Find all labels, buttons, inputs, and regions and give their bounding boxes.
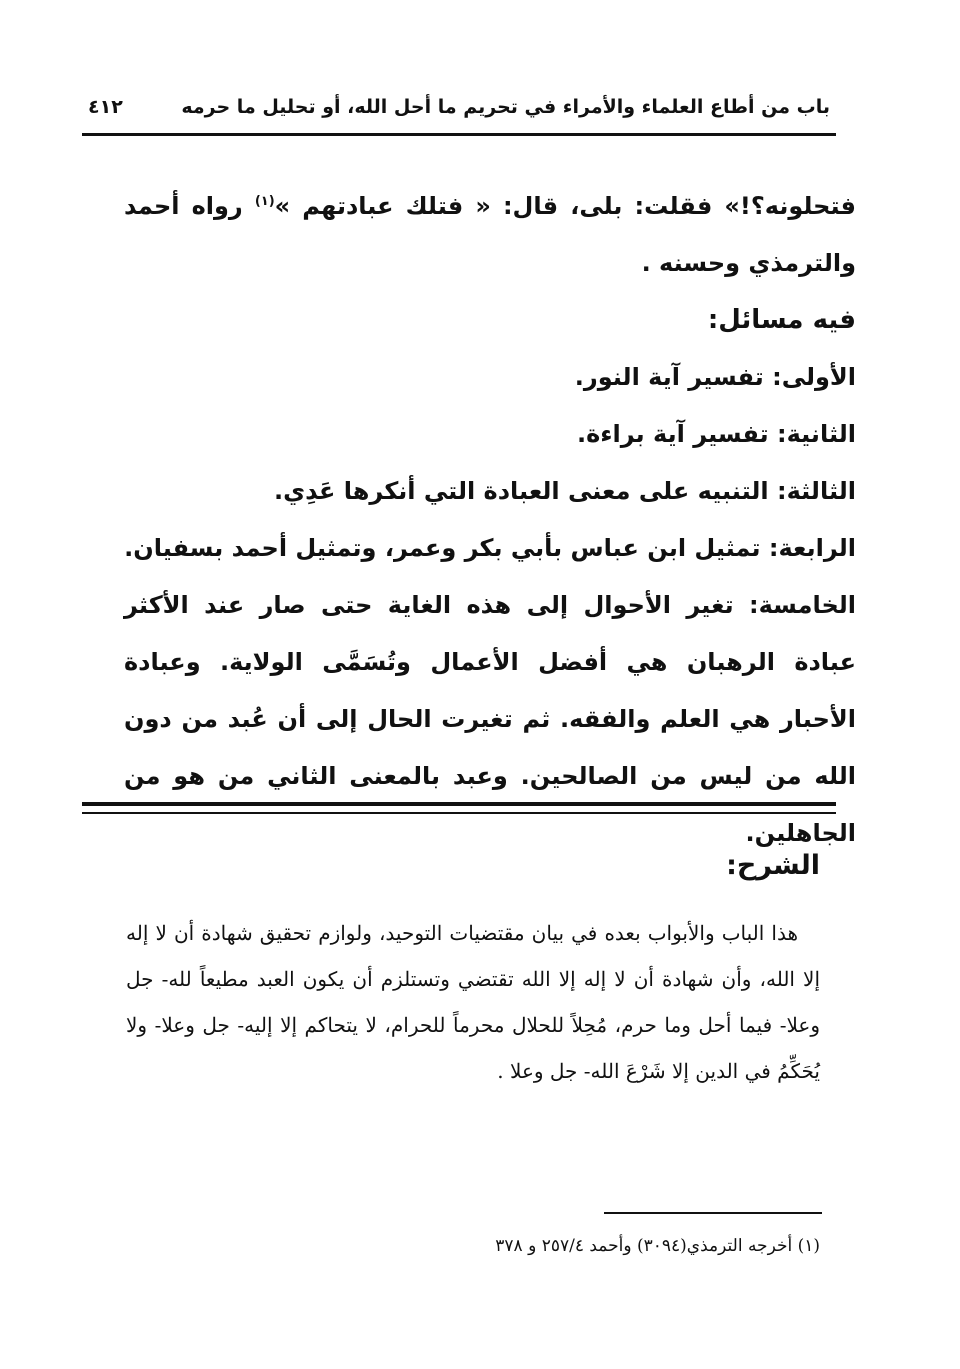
issue-item: الرابعة: تمثيل ابن عباس بأبي بكر وعمر، وتمثيل أحمد بسفيان.: [124, 534, 856, 562]
sharh-paragraph: هذا الباب والأبواب بعده في بيان مقتضيات التوحيد، ولوازم تحقيق شهادة أن لا إله إلا الله، وأن شهادة أن لا إله إلا الله تقتضي وتستلزم أن يكون العبد مطيعاً لله- جل وعلا- فيما أحل وما حرم، مُحِلاً للحلال محرماً للحرام، لا يتحاكم إلا إليه- جل وعلا- ولا يُحَكِّمُ في الدين إلا شَرْعَ الله- جل وعلا .: [126, 921, 820, 1083]
issue-item: الثانية: تفسير آية براءة.: [576, 420, 856, 448]
footnote-divider: [604, 1212, 822, 1214]
sharh-body: [126, 910, 820, 1094]
matn-text: [124, 178, 856, 862]
page-number: ٤١٢: [88, 96, 123, 118]
issue-item: الأولى: تفسير آية النور.: [574, 363, 856, 391]
issue-item: الخامسة: تغير الأحوال إلى هذه الغاية حتى صار عند الأكثر عبادة الرهبان هي أفضل الأعمال وتُسَمَّى الولاية. وعبادة الأحبار هي العلم والفقه. ثم تغيرت الحال إلى أن عُبد من دون الله من ليس من الصالحين. وعبد بالمعنى الثاني من هو من الجاهلين.: [124, 591, 856, 847]
sharh-heading: الشرح:: [726, 850, 820, 881]
issues-heading: فيه مسائل:: [707, 305, 856, 335]
footnote-reference[interactable]: (١): [254, 194, 275, 209]
header-divider: [82, 133, 836, 136]
matn-quote-tail: رواه أحمد والترمذي وحسنه .: [124, 192, 856, 277]
matn-quote: فتحلونه؟!» فقلت: بلى، قال: « فتلك عبادتهم »: [274, 192, 856, 220]
running-header-title: باب من أطاع العلماء والأمراء في تحريم ما أحل الله، أو تحليل ما حرمه: [181, 96, 830, 118]
issue-item: الثالثة: التنبيه على معنى العبادة التي أنكرها عَدِي.: [274, 477, 856, 505]
matn-opening: [124, 178, 856, 292]
section-divider: [82, 802, 836, 814]
footnote: (١) أخرجه الترمذي(٣٠٩٤) وأحمد ٢٥٧/٤ و ٣٧٨: [495, 1236, 820, 1256]
